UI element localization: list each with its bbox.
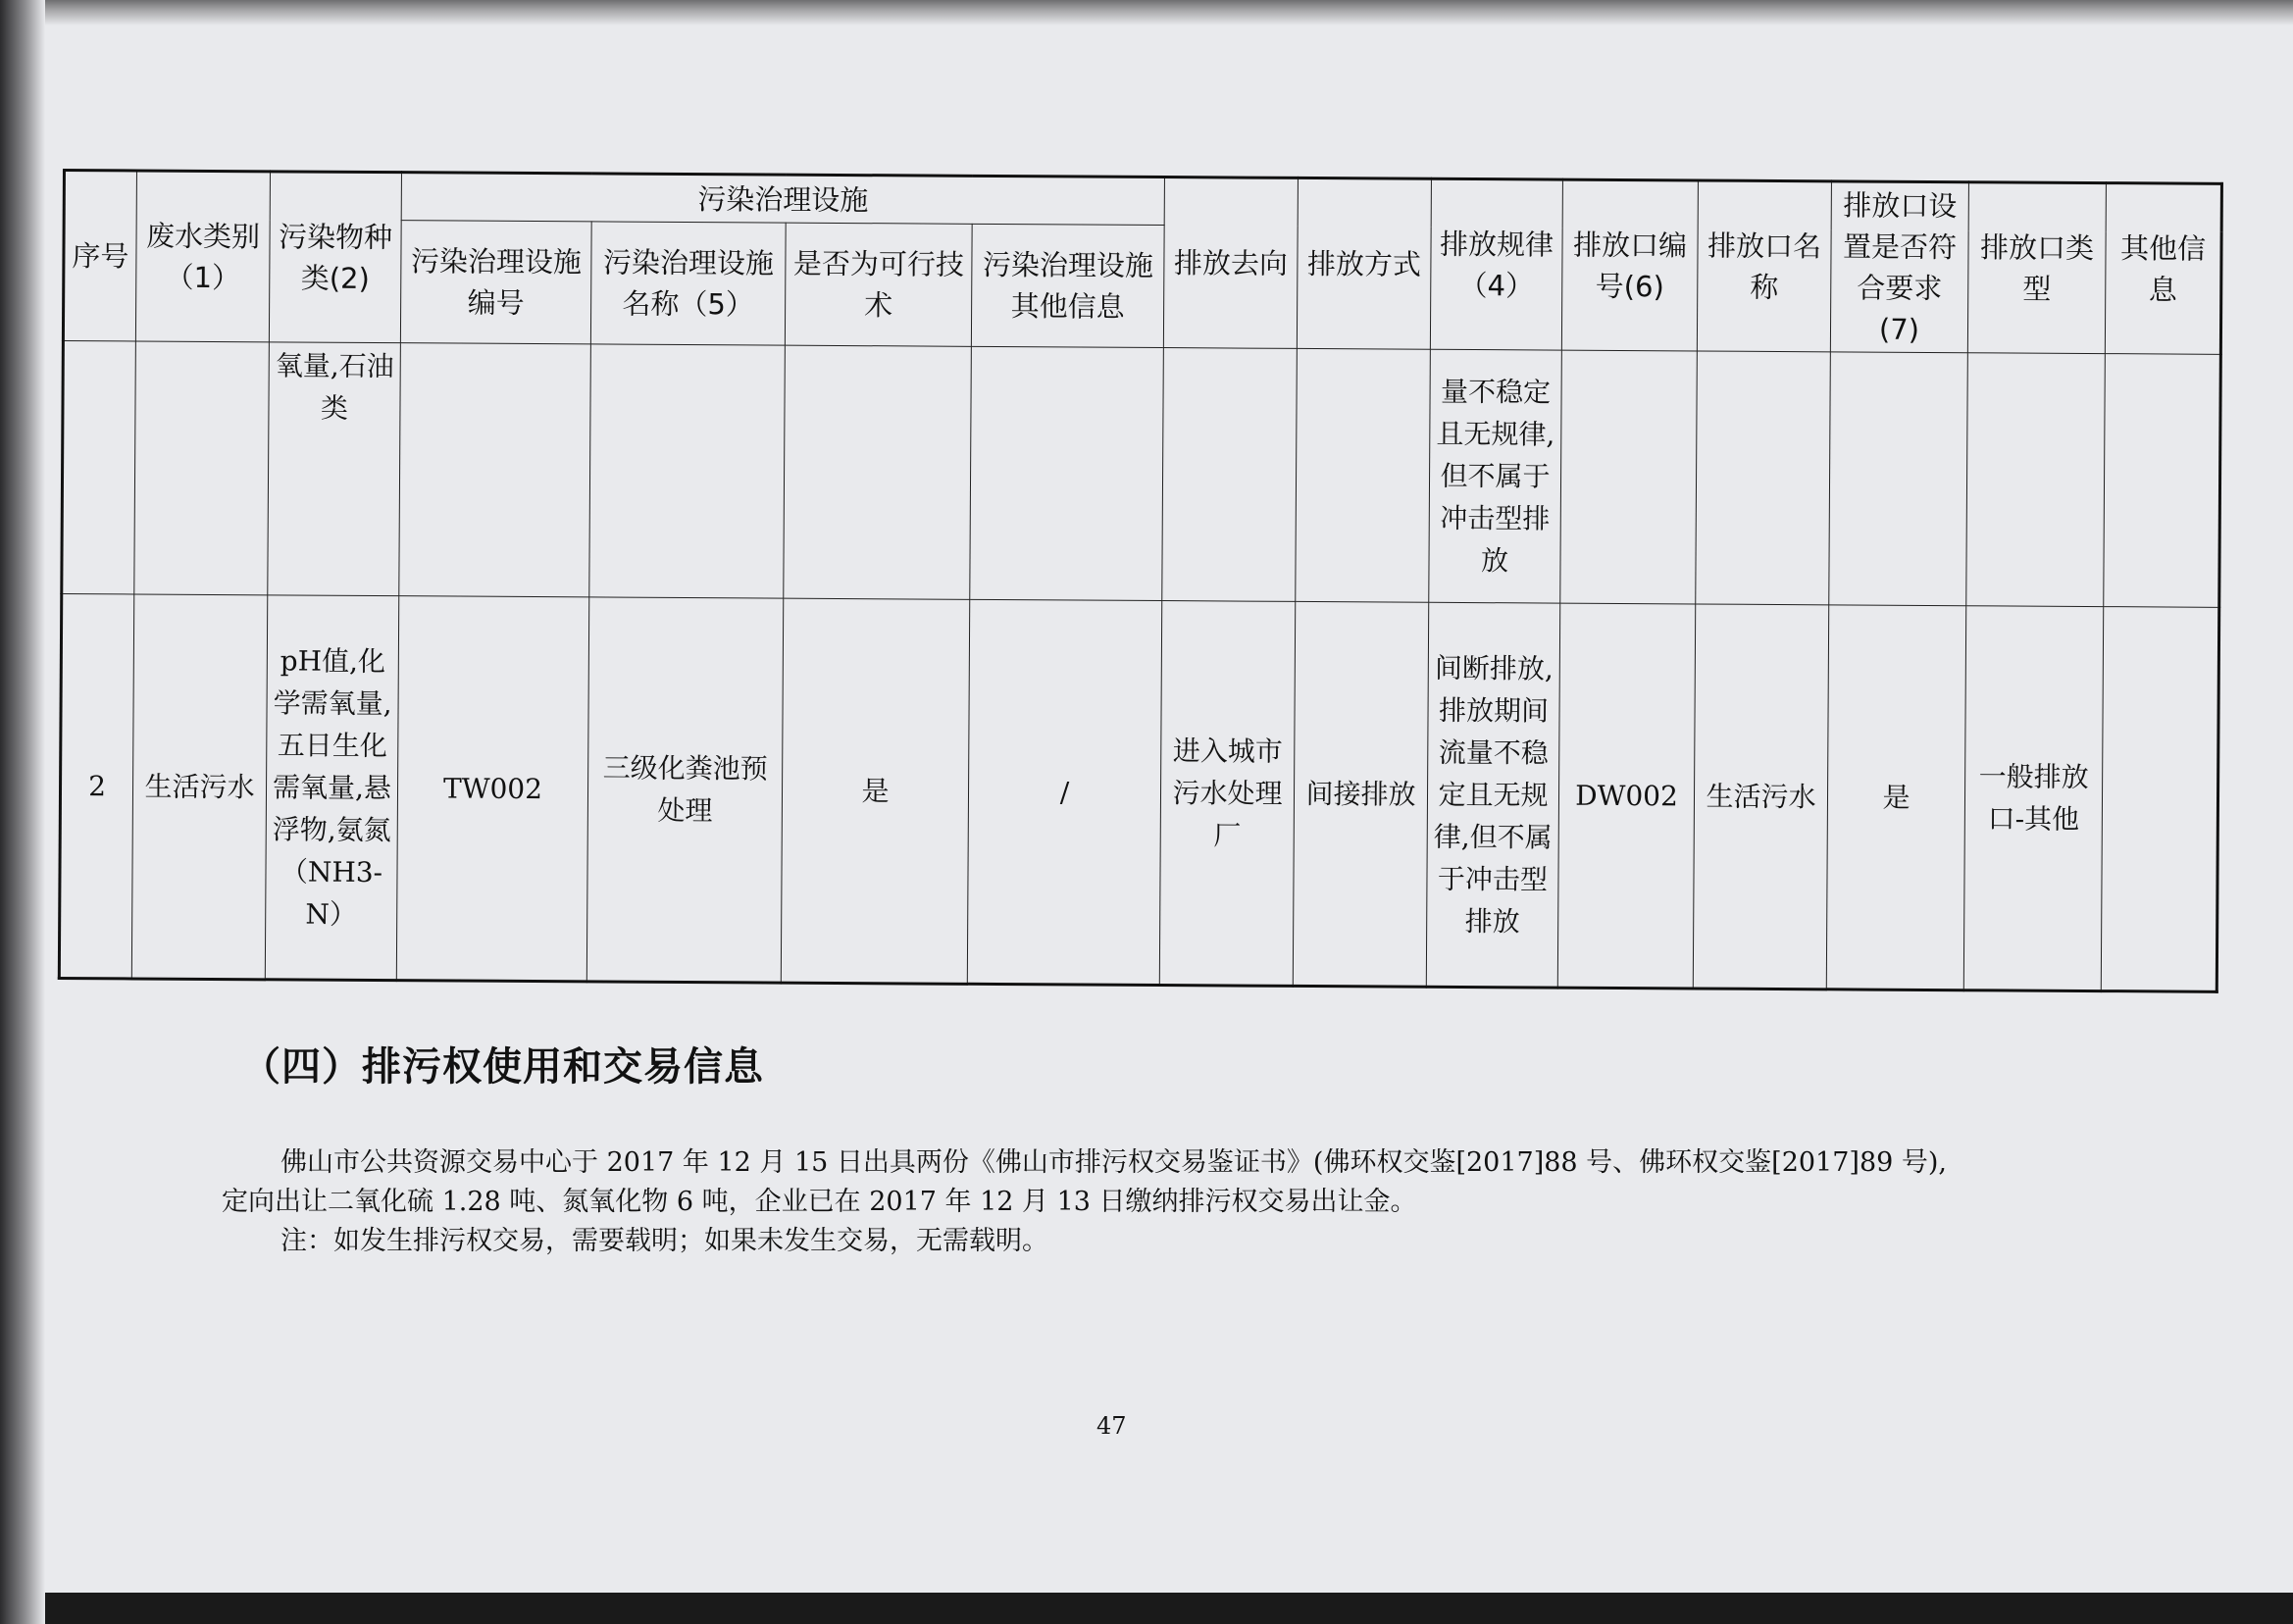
header-seq: 序号: [63, 171, 136, 341]
header-destination: 排放去向: [1163, 178, 1298, 349]
table-row: [59, 594, 2218, 992]
header-outlet-name: 排放口名称: [1697, 180, 1831, 352]
cell-facility-name: [589, 344, 786, 598]
cell-outlet-type: [1966, 353, 2106, 607]
header-pollutant-type: 污染物种类(2): [269, 172, 401, 343]
scan-left-shadow: [0, 0, 45, 1624]
cell-wastewater-type: 生活污水: [131, 594, 267, 980]
header-facility-code: 污染治理设施编号: [400, 221, 591, 344]
cell-facility-name: 三级化粪池预处理: [586, 597, 783, 983]
cell-wastewater-type: [134, 341, 270, 595]
cell-outlet-name: [1696, 351, 1831, 605]
cell-outlet-code: DW002: [1557, 603, 1695, 989]
cell-facility-code: [399, 343, 591, 597]
cell-seq: [62, 341, 136, 594]
cell-other: [2104, 354, 2221, 608]
cell-feasible: [784, 345, 972, 599]
section-paragraph: [222, 1143, 2085, 1261]
cell-facility-other: /: [967, 599, 1161, 985]
header-wastewater-type: 废水类别（1）: [135, 171, 270, 342]
cell-outlet-code: [1560, 350, 1698, 604]
permit-table-container: [58, 169, 2220, 993]
cell-pollutant-type: pH值,化学需氧量,五日生化需氧量,悬浮物,氨氮（NH3-N）: [265, 595, 398, 981]
paragraph-note: 注：如发生排污权交易，需要载明；如果未发生交易，无需载明。: [280, 1226, 1048, 1256]
header-facility-name: 污染治理设施名称（5）: [590, 222, 786, 345]
cell-other: [2101, 607, 2218, 992]
cell-seq: 2: [59, 594, 133, 979]
header-outlet-compliant: 排放口设置是否符合要求(7): [1830, 181, 1968, 353]
cell-outlet-name: 生活污水: [1693, 604, 1828, 990]
cell-pollutant-type: 氧量,石油类: [268, 342, 401, 596]
cell-facility-code: TW002: [396, 596, 588, 982]
scan-top-shadow: [0, 0, 2293, 25]
cell-method: [1296, 348, 1431, 602]
header-facility-group: 污染治理设施: [401, 173, 1164, 226]
cell-outlet-compliant: 是: [1826, 605, 1965, 990]
header-pattern: 排放规律（4）: [1430, 178, 1562, 350]
header-outlet-code: 排放口编号(6): [1561, 179, 1698, 351]
cell-pattern: 间断排放,排放期间流量不稳定且无规律,但不属于冲击型排放: [1426, 602, 1559, 988]
cell-feasible: 是: [781, 598, 969, 984]
cell-destination: 进入城市污水处理厂: [1159, 601, 1295, 987]
page-number: 47: [1096, 1412, 1127, 1440]
section-title: （四）排污权使用和交易信息: [241, 1044, 764, 1090]
cell-outlet-compliant: [1829, 352, 1968, 606]
header-outlet-type: 排放口类型: [1967, 182, 2106, 354]
header-facility-other: 污染治理设施其他信息: [971, 224, 1164, 347]
cell-destination: [1162, 348, 1298, 602]
header-method: 排放方式: [1297, 178, 1431, 349]
paragraph-line-2: 定向出让二氧化硫 1.28 吨、氮氧化物 6 吨，企业已在 2017 年 12 月 13 日缴纳排污权交易出让金。: [222, 1187, 1417, 1217]
cell-outlet-type: 一般排放口-其他: [1963, 606, 2103, 991]
header-row-1: [64, 171, 2221, 232]
cell-method: 间接排放: [1293, 601, 1428, 987]
scan-bottom-edge: [45, 1593, 2293, 1624]
cell-facility-other: [970, 346, 1164, 600]
wastewater-outlet-table: [58, 169, 2223, 993]
header-feasible: 是否为可行技术: [785, 223, 972, 346]
paragraph-line-1: 佛山市公共资源交易中心于 2017 年 12 月 15 日出具两份《佛山市排污权交易鉴证书》(佛环权交鉴[2017]88 号、佛环权交鉴[2017]89 号),: [280, 1147, 1948, 1178]
header-other: 其他信息: [2105, 183, 2221, 355]
cell-pattern: 量不稳定且无规律,但不属于冲击型排放: [1429, 349, 1562, 603]
table-row: [62, 341, 2221, 608]
